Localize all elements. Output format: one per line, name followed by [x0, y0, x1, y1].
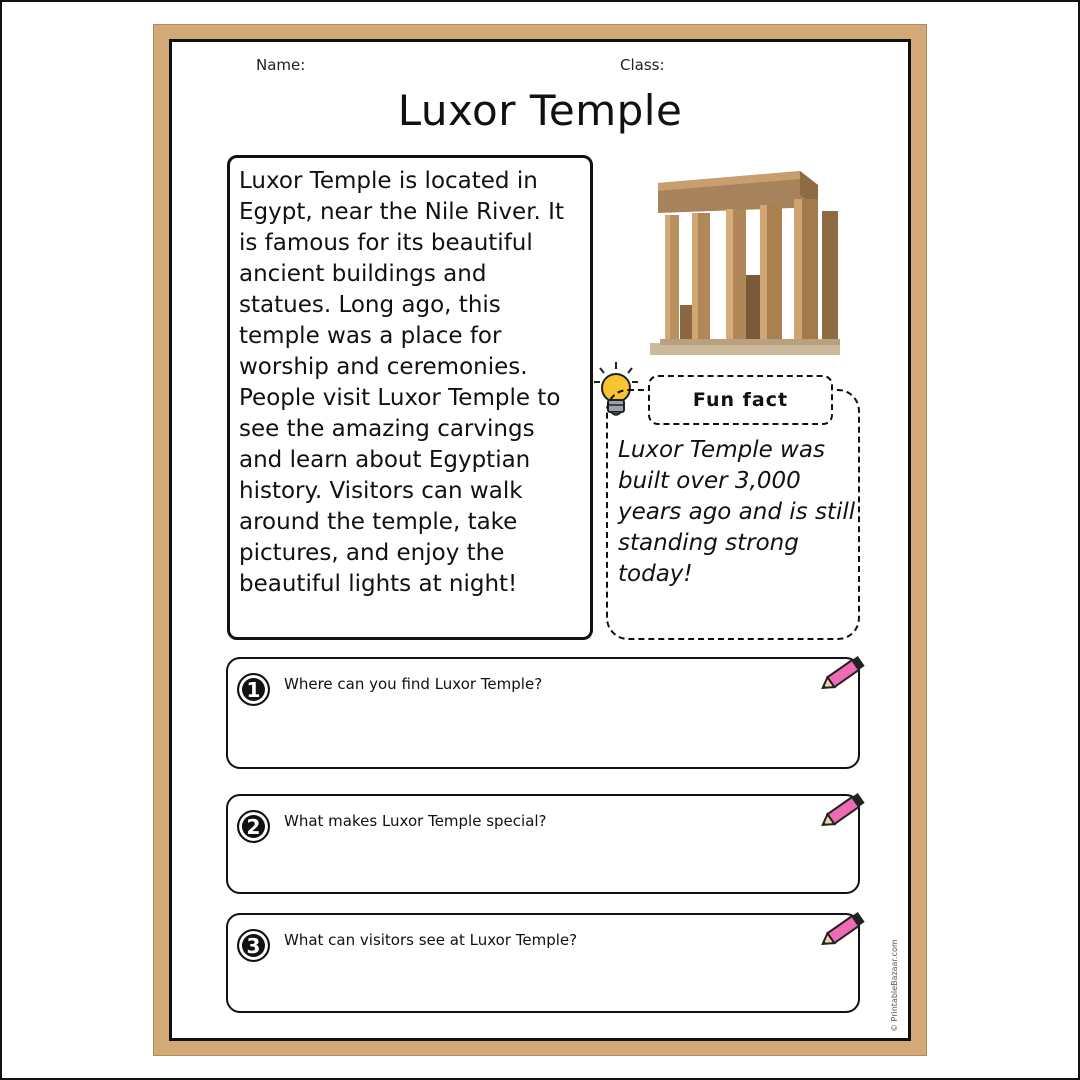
temple-illustration [640, 155, 845, 355]
question-1-box[interactable] [226, 657, 860, 769]
question-number: 2 [237, 810, 270, 843]
fun-fact-title: Fun fact [648, 375, 833, 425]
pencil-icon [818, 905, 870, 953]
question-2-box[interactable] [226, 794, 860, 894]
question-text: Where can you find Luxor Temple? [284, 675, 543, 693]
question-number: 3 [237, 929, 270, 962]
copyright-credit: © PrintableBazaar.com [890, 939, 899, 1032]
pencil-icon [818, 786, 870, 834]
question-text: What can visitors see at Luxor Temple? [284, 931, 578, 949]
page-title: Luxor Temple [397, 86, 683, 135]
question-3-box[interactable] [226, 913, 860, 1013]
reading-passage: Luxor Temple is located in Egypt, near the Nile River. It is famous for its beautiful ancient buildings and statues. Long ago, this temple was a place for worship and ceremonies. People visit Luxor Temple to see the amazing carvings and learn about Egyptian history. Visitors can walk around the temple, take pictures, and enjoy the beautiful lights at night! [239, 168, 564, 597]
name-label: Name: [256, 56, 306, 74]
fun-fact-text: Luxor Temple was built over 3,000 years ago and is still standing strong today! [618, 437, 856, 587]
reading-passage-box [227, 155, 593, 640]
pencil-icon [818, 649, 870, 697]
class-label: Class: [620, 56, 665, 74]
question-text: What makes Luxor Temple special? [284, 812, 547, 830]
question-number: 1 [237, 673, 270, 706]
